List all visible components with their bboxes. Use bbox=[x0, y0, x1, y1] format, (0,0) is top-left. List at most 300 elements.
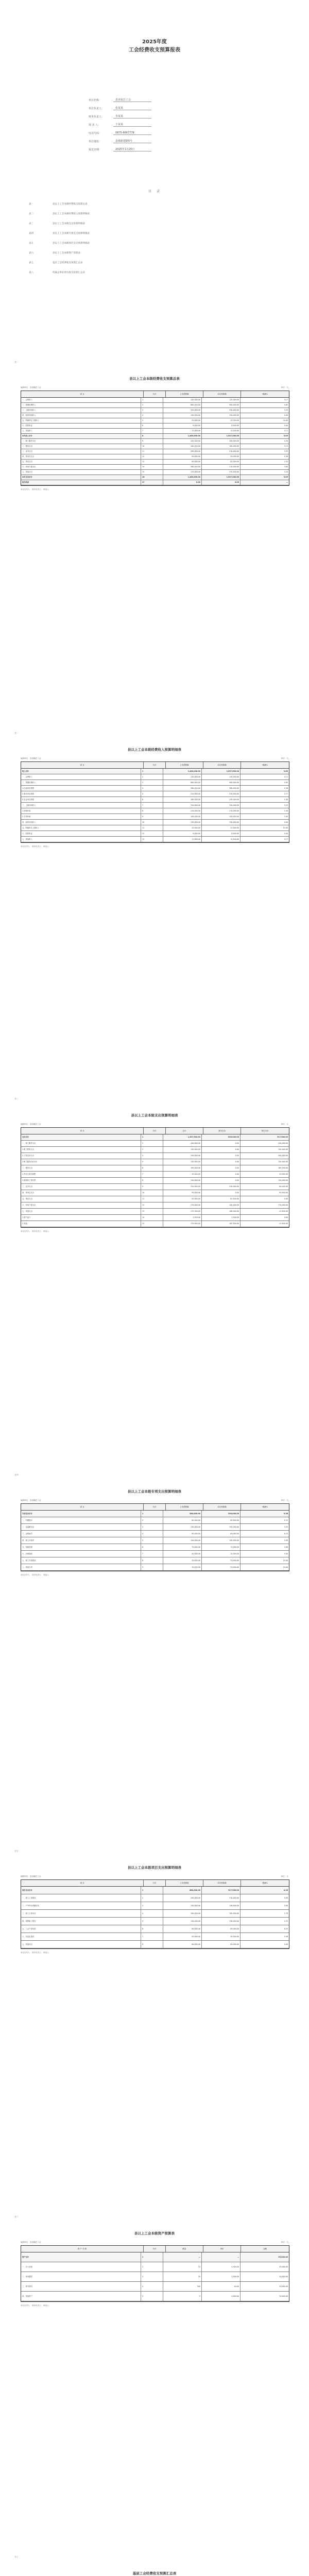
table-cell: 8 bbox=[141, 1178, 163, 1183]
table-row bbox=[21, 1894, 289, 1902]
column-header: 本年预算数 bbox=[203, 391, 241, 397]
table-row bbox=[21, 837, 289, 842]
table-cell: 五、附属单位上缴收入 bbox=[21, 825, 141, 831]
table-cell: 2 bbox=[141, 1141, 163, 1146]
toc-item-name: 所属企事业单位收支预算汇总表 bbox=[53, 272, 85, 274]
table-cell: 310,000.00 bbox=[163, 408, 202, 413]
column-header: 增减% bbox=[262, 764, 268, 766]
table-cell: 30,000.00 bbox=[163, 1557, 202, 1564]
table-cell: 175,500.00 bbox=[202, 470, 241, 474]
table-cell: 2 bbox=[141, 1517, 163, 1523]
table-cell: 15 bbox=[141, 1221, 163, 1227]
report-table bbox=[21, 1503, 289, 1571]
report-page-number: 表四 bbox=[14, 1473, 19, 1476]
org-label: 编制单位：县直属总工会 bbox=[21, 1123, 41, 1125]
table-cell: 六、投资收益 bbox=[21, 423, 141, 428]
column-header: 本年预算数 bbox=[203, 762, 241, 768]
table-row bbox=[21, 2292, 289, 2301]
report-meta bbox=[21, 1875, 288, 1878]
table-cell: 一、办公设备 bbox=[21, 2262, 141, 2272]
report-page-number: 表二 bbox=[14, 732, 19, 734]
table-row bbox=[21, 1190, 289, 1196]
table-cell: 310,000.00 bbox=[202, 449, 241, 454]
table-cell: 45,000.00 bbox=[279, 2266, 288, 2268]
table-row bbox=[21, 814, 289, 820]
table-cell: 5.56 bbox=[284, 1936, 288, 1938]
table-cell: 3 bbox=[141, 1902, 163, 1909]
info-row bbox=[89, 118, 222, 127]
signature-note: 单位负责人： 财务负责人： 制表人： bbox=[21, 1230, 51, 1232]
info-row bbox=[89, 127, 222, 135]
table-cell: 900,000.00 bbox=[202, 403, 241, 408]
table-cell: 0.00 bbox=[284, 1216, 288, 1218]
table-row bbox=[21, 1184, 289, 1190]
table-cell: 80,000.00 bbox=[163, 1531, 202, 1537]
table-cell: 11 bbox=[141, 1196, 163, 1202]
table-cell: 120,000.00 bbox=[163, 1178, 202, 1183]
table-row bbox=[21, 1531, 289, 1537]
table-row bbox=[21, 1941, 289, 1948]
table-cell: 2.困难职工帮扶费 bbox=[21, 1178, 141, 1183]
table-cell: 45,000.00 bbox=[279, 1173, 288, 1175]
table-cell: 295,000.00 bbox=[202, 797, 241, 802]
table-cell: 1.行政单位拨缴 bbox=[21, 786, 141, 791]
table-cell: 4 bbox=[141, 1531, 163, 1537]
table-cell: 170,000.00 bbox=[278, 1204, 288, 1206]
toc-item-no: 表三 bbox=[29, 223, 33, 225]
table-cell: 6 bbox=[141, 797, 163, 802]
toc-item[interactable] bbox=[29, 222, 281, 232]
table-cell: 五、事业支出 bbox=[21, 1196, 141, 1202]
table-cell: 42,000.00 bbox=[202, 1551, 241, 1557]
table-cell: 20,000.00 bbox=[279, 2285, 288, 2287]
table-cell: 917,500.00 bbox=[202, 1887, 241, 1894]
table-row bbox=[21, 2272, 289, 2282]
table-cell: 5 bbox=[141, 791, 163, 796]
table-cell: 160,000.00 bbox=[163, 444, 202, 449]
table-cell: 专项支出合计 bbox=[21, 1511, 141, 1517]
table-cell: 四、职工疗休养 bbox=[21, 1537, 141, 1544]
table-row bbox=[21, 808, 289, 814]
toc-item[interactable] bbox=[29, 242, 281, 251]
table-cell: -12,500.00 bbox=[279, 1223, 288, 1225]
table-cell: 3.89 bbox=[241, 475, 289, 480]
table-cell: 2.78 bbox=[284, 1912, 288, 1914]
table-cell: — bbox=[241, 480, 289, 485]
table-row bbox=[21, 1196, 289, 1202]
table-cell: 4.17 bbox=[284, 399, 288, 401]
table-cell: 11 bbox=[141, 825, 163, 831]
table-cell: 120,000.00 bbox=[278, 1179, 288, 1181]
table-row bbox=[21, 1165, 289, 1172]
table-cell: 105,000.00 bbox=[202, 1537, 241, 1544]
table-cell: 二、拨缴经费收入 bbox=[21, 403, 141, 408]
table-cell: 10.00 bbox=[283, 827, 288, 829]
table-cell: 七、其他支出 bbox=[21, 1209, 141, 1214]
toc-item-name: 县以上工会本级资产预算表 bbox=[53, 252, 80, 255]
table-header-row bbox=[21, 1504, 289, 1511]
table-cell: 0.00 bbox=[284, 425, 288, 427]
table-cell: 15 bbox=[141, 470, 163, 474]
table-cell: 90,000.00 bbox=[163, 1933, 202, 1940]
cover-info-block bbox=[89, 94, 222, 151]
table-cell: 3 bbox=[141, 780, 163, 785]
report-year: 2025年度 bbox=[142, 39, 167, 45]
table-cell: 8,000.00 bbox=[163, 831, 202, 836]
table-cell: 70,000.00 bbox=[163, 1544, 202, 1550]
table-cell: 5.00 bbox=[284, 1553, 288, 1555]
table-cell: 8.33 bbox=[284, 1519, 288, 1521]
table-cell: 10.00 bbox=[283, 1560, 288, 1562]
table-cell: 95,000.00 bbox=[163, 1190, 202, 1196]
table-row bbox=[21, 1178, 289, 1184]
column-header: 项 目 bbox=[21, 1504, 144, 1510]
table-row bbox=[21, 1887, 289, 1894]
table-row bbox=[21, 2282, 289, 2292]
table-cell: 七、职工书屋建设 bbox=[21, 1557, 141, 1564]
table-cell: 270,000.00 bbox=[163, 1202, 202, 1208]
table-cell: 七、其他收入 bbox=[21, 429, 141, 433]
info-label: 财务负责人： bbox=[89, 115, 105, 118]
table-cell: 320,000.00 bbox=[202, 408, 241, 413]
table-cell: 5 bbox=[141, 1918, 163, 1925]
table-cell: 2.专项补助 bbox=[21, 814, 141, 819]
table-cell: 22,000.00 bbox=[202, 825, 241, 831]
org-label: 编制单位：县直属总工会 bbox=[21, 386, 41, 388]
column-header: 行次 bbox=[144, 1880, 165, 1886]
table-cell: 3.23 bbox=[284, 409, 288, 411]
units-label: 单位：元 bbox=[281, 2241, 288, 2243]
toc-item[interactable] bbox=[29, 212, 281, 222]
table-cell: 260,000.00 bbox=[163, 465, 202, 469]
table-cell: 二、维权支出 bbox=[21, 1165, 141, 1171]
table-cell: 1.资产盘亏 bbox=[21, 1215, 141, 1221]
table-cell: 七、其他支出 bbox=[21, 470, 141, 474]
toc-item-no: 表八 bbox=[29, 272, 33, 274]
table-row bbox=[21, 803, 289, 808]
table-cell: 3.职工服务活动支出 bbox=[21, 1159, 141, 1165]
info-row bbox=[89, 102, 222, 110]
column-header: 上年预算数 bbox=[166, 1880, 203, 1886]
table-cell: 3.85 bbox=[284, 466, 288, 468]
table-row bbox=[21, 1215, 289, 1221]
table-cell: 资产合计 bbox=[21, 2252, 141, 2262]
report-main-title: 工会经费收支预算报表 bbox=[129, 47, 180, 53]
table-cell: 二、维权支出 bbox=[21, 444, 141, 449]
table-cell: 225,000.00 bbox=[202, 791, 241, 796]
table-cell: 150,000.00 bbox=[163, 1524, 202, 1530]
table-cell: 5 bbox=[163, 2292, 202, 2301]
table-cell: 1,537,500.00 bbox=[202, 475, 241, 480]
column-header: 行次 bbox=[144, 762, 165, 768]
table-row bbox=[21, 1153, 289, 1159]
table-cell: 0.00 bbox=[284, 1198, 288, 1200]
table-cell: 3.89 bbox=[241, 769, 289, 774]
org-label: 编制单位：县直属总工会 bbox=[21, 1499, 41, 1501]
table-cell: 3.13 bbox=[284, 445, 288, 447]
table-cell: 1,537,500.00 bbox=[202, 769, 241, 774]
table-cell: 三、上级补助收入 bbox=[21, 803, 141, 808]
info-value: 李某某 bbox=[113, 114, 151, 118]
table-cell: 8,000.00 bbox=[202, 831, 241, 836]
table-cell: 150,000.00 bbox=[202, 820, 241, 825]
info-value: 0875-6667778 bbox=[113, 131, 151, 135]
toc-item-name: 基层工会经费收支预算汇总表 bbox=[53, 262, 83, 264]
column-header: 合计 bbox=[166, 1128, 203, 1134]
table-row bbox=[21, 460, 289, 465]
table-cell: 七、其他收入 bbox=[21, 837, 141, 842]
table-cell: 270,000.00 bbox=[202, 465, 241, 469]
table-cell: 180,000.00 bbox=[163, 1910, 202, 1917]
table-cell: 200,000.00 bbox=[163, 1894, 202, 1902]
table-cell: 五、事业支出 bbox=[21, 460, 141, 464]
table-cell: 2 bbox=[141, 1894, 163, 1902]
info-label: 单位地址： bbox=[89, 140, 102, 143]
table-cell: 二、送温暖活动 bbox=[21, 1524, 141, 1530]
units-label: 单位：元 bbox=[281, 1499, 288, 1501]
table-cell: 5.36 bbox=[241, 1511, 289, 1517]
table-cell: 2 bbox=[141, 2262, 163, 2272]
table-row bbox=[21, 825, 289, 831]
column-header: 上年预算数 bbox=[166, 762, 203, 768]
toc-item[interactable] bbox=[29, 202, 281, 212]
table-cell: 7 bbox=[141, 803, 163, 808]
table-cell: 380,000.00 bbox=[202, 786, 241, 791]
table-cell: 82,000.00 bbox=[202, 460, 241, 464]
table-cell: 本年支出合计 bbox=[21, 475, 141, 480]
report-table bbox=[21, 761, 289, 843]
table-cell: 40,000.00 bbox=[163, 1551, 202, 1557]
table-cell: 82,000.00 bbox=[163, 1196, 202, 1202]
table-row bbox=[21, 398, 289, 403]
toc-item[interactable] bbox=[29, 251, 281, 261]
toc-list bbox=[29, 202, 281, 281]
table-cell: 四、政府补助收入 bbox=[21, 413, 141, 418]
table-row bbox=[21, 786, 289, 791]
table-cell: 440,000.00 bbox=[278, 1142, 288, 1144]
table-cell: 3.24 bbox=[284, 471, 288, 473]
table-row bbox=[21, 791, 289, 797]
table-cell: 30,000.00 bbox=[163, 1564, 202, 1570]
table-cell: 3.33 bbox=[284, 450, 288, 452]
column-header: 项 目 bbox=[21, 762, 144, 768]
table-row bbox=[21, 1511, 289, 1517]
table-cell: 五、附属单位上缴收入 bbox=[21, 418, 141, 423]
table-cell: 860,000.00 bbox=[163, 780, 202, 785]
toc-item[interactable] bbox=[29, 261, 281, 271]
info-value: 县直属总工会 bbox=[113, 98, 151, 102]
table-cell: 200,000.00 bbox=[163, 1153, 202, 1159]
table-cell: 150,000.00 bbox=[163, 1918, 202, 1925]
table-cell: 12 bbox=[141, 454, 163, 459]
table-cell: 880,000.00 bbox=[163, 1887, 202, 1894]
report-title: 县以上工会本级项目支出预算明细表 bbox=[128, 1866, 181, 1870]
report-page-number: 表七 bbox=[14, 2555, 19, 2558]
table-cell: 95,000.00 bbox=[279, 1192, 288, 1194]
toc-item[interactable] bbox=[29, 271, 281, 281]
table-cell: 4 bbox=[141, 413, 163, 418]
toc-item[interactable] bbox=[29, 232, 281, 242]
table-cell: 2,000.00 bbox=[202, 2292, 241, 2301]
table-cell: 85,000.00 bbox=[202, 1925, 241, 1933]
table-row bbox=[21, 820, 289, 825]
table-cell: 二、户外劳动者服务站 bbox=[21, 1902, 141, 1909]
table-cell: 六、补助下级支出 bbox=[21, 465, 141, 469]
table-cell: 0.00 bbox=[202, 1141, 241, 1146]
signature-note: 单位负责人： 财务负责人： 制表人： bbox=[21, 488, 51, 490]
table-cell: 33,000.00 bbox=[202, 1564, 241, 1570]
table-cell: 4 bbox=[141, 786, 163, 791]
table-row bbox=[21, 1918, 289, 1925]
table-cell: 14 bbox=[141, 1215, 163, 1221]
column-header: 增减% bbox=[262, 1882, 268, 1884]
report-page-number: 表三 bbox=[14, 1097, 19, 1100]
table-cell: 2.其他 bbox=[21, 1221, 141, 1227]
table-cell: 2.86 bbox=[284, 1546, 288, 1548]
column-header: 行次 bbox=[144, 2246, 165, 2252]
table-row bbox=[21, 2262, 289, 2272]
report-meta bbox=[21, 1499, 288, 1502]
table-header-row bbox=[21, 1128, 289, 1134]
report-page-number: 表一 bbox=[14, 361, 19, 363]
table-cell: 12,500.00 bbox=[202, 837, 241, 842]
table-row bbox=[21, 1537, 289, 1544]
toc-item-name: 县以上工会本级经费收入预算明细表 bbox=[53, 213, 90, 215]
table-cell: 三、业务支出 bbox=[21, 449, 141, 454]
toc-item-no: 表四 bbox=[29, 232, 33, 235]
table-row bbox=[21, 1933, 289, 1941]
table-cell: 22,000.00 bbox=[202, 418, 241, 423]
table-header-row bbox=[21, 1880, 289, 1887]
table-cell: 三、图书资料 bbox=[21, 2282, 141, 2291]
column-header: 行次 bbox=[144, 391, 165, 397]
table-cell: 0.00 bbox=[202, 1172, 241, 1177]
table-cell: 10 bbox=[163, 2262, 202, 2272]
table-cell: 10 bbox=[141, 444, 163, 449]
table-cell: 40.00 bbox=[202, 2282, 241, 2291]
table-cell: 13 bbox=[141, 837, 163, 842]
table-cell: 8 bbox=[141, 808, 163, 814]
table-cell: 20,000.00 bbox=[163, 825, 202, 831]
table-cell: 4,500.00 bbox=[202, 2262, 241, 2272]
report-title: 县以上工会本级专项支出预算明细表 bbox=[128, 1489, 181, 1494]
signature-note: 单位负责人： 财务负责人： 制表人： bbox=[21, 2304, 51, 2307]
table-cell: 120,000.00 bbox=[278, 1148, 288, 1150]
table-cell: 9 bbox=[141, 814, 163, 819]
table-cell: 1.劳动关系协调费 bbox=[21, 1172, 141, 1177]
report-table bbox=[21, 391, 289, 486]
table-cell: 60,000.00 bbox=[163, 1517, 202, 1523]
column-header: 本年预算数 bbox=[203, 1504, 241, 1510]
table-cell: 一、职工服务支出 bbox=[21, 439, 141, 444]
table-cell: 100,000.00 bbox=[163, 1537, 202, 1544]
table-cell: 0.00 bbox=[202, 1159, 241, 1165]
info-label: 单位名称： bbox=[89, 99, 102, 102]
table-cell: 120,000.00 bbox=[163, 1159, 202, 1165]
table-cell: 6 bbox=[141, 1925, 163, 1933]
table-cell: 210,000.00 bbox=[202, 1894, 241, 1902]
table-cell: 80,000.00 bbox=[163, 460, 202, 464]
table-cell: 0.00 bbox=[202, 1153, 241, 1159]
table-cell: 900,000.00 bbox=[202, 780, 241, 785]
table-cell: 2.事业单位拨缴 bbox=[21, 791, 141, 796]
table-row bbox=[21, 1141, 289, 1147]
table-cell: 11 bbox=[141, 449, 163, 454]
table-row bbox=[21, 1910, 289, 1918]
table-cell: 7 bbox=[141, 1933, 163, 1940]
column-header: 项目支出 bbox=[261, 1130, 269, 1132]
table-cell: 四、政府补助收入 bbox=[21, 820, 141, 825]
table-of-contents bbox=[29, 189, 281, 281]
column-header: 金额 bbox=[263, 2248, 267, 2250]
table-cell: 六、投资收益 bbox=[21, 831, 141, 836]
table-cell: 6 bbox=[141, 423, 163, 428]
table-cell: 125,000.00 bbox=[202, 398, 241, 402]
table-cell: 95,000.00 bbox=[202, 1933, 241, 1940]
table-row bbox=[21, 1221, 289, 1227]
table-row bbox=[21, 1147, 289, 1153]
table-cell: 20 bbox=[163, 2272, 202, 2281]
table-cell: 三、金秋助学 bbox=[21, 1531, 141, 1537]
table-cell: 420,000.00 bbox=[163, 439, 202, 444]
report-page-number: 表六 bbox=[14, 2215, 19, 2218]
table-cell: 1,480,000.00 bbox=[163, 434, 202, 438]
table-row bbox=[21, 454, 289, 460]
org-label: 编制单位：县直属总工会 bbox=[21, 2241, 41, 2243]
table-cell: 60,000.00 bbox=[163, 1941, 202, 1948]
units-label: 单位：元 bbox=[281, 1875, 288, 1877]
table-cell: 175,500.00 bbox=[163, 1209, 202, 1214]
column-header: 行次 bbox=[144, 1128, 165, 1134]
toc-item-no: 表二 bbox=[29, 213, 33, 215]
table-cell: 7 bbox=[141, 1172, 163, 1177]
table-row bbox=[21, 797, 289, 803]
table-cell: 1,000.00 bbox=[202, 2272, 241, 2281]
units-label: 单位：元 bbox=[281, 757, 288, 759]
table-row bbox=[21, 444, 289, 449]
info-value: 2025年1月20日 bbox=[113, 147, 151, 151]
table-cell: 6 bbox=[141, 1544, 163, 1550]
table-row bbox=[21, 449, 289, 454]
table-cell: 4.17 bbox=[284, 430, 288, 432]
table-cell: 支出合计 bbox=[21, 1134, 141, 1140]
table-cell: 60,000.00 bbox=[279, 1185, 288, 1188]
table-cell: 150,000.00 bbox=[163, 413, 202, 418]
table-row bbox=[21, 403, 289, 408]
info-row bbox=[89, 135, 222, 143]
table-cell: 1 bbox=[141, 1887, 163, 1894]
table-cell: 4.17 bbox=[284, 776, 288, 778]
table-cell: 六、法律援助 bbox=[21, 1551, 141, 1557]
table-cell: 14 bbox=[141, 465, 163, 469]
table-row bbox=[21, 2252, 289, 2262]
column-header: 上年预算数 bbox=[166, 1504, 203, 1510]
table-cell: 12,500.00 bbox=[202, 429, 241, 433]
table-cell: 95,000.00 bbox=[241, 2252, 289, 2262]
report-table bbox=[21, 2245, 289, 2302]
table-cell: 收入合计 bbox=[21, 769, 141, 774]
column-header: 增减% bbox=[262, 393, 268, 395]
table-cell: 一、职工服务支出 bbox=[21, 1141, 141, 1146]
table-cell: 9 bbox=[141, 1184, 163, 1190]
table-cell: 20,000.00 bbox=[279, 2276, 288, 2278]
report-title: 县以上工会本级经费收支预算总表 bbox=[129, 377, 180, 381]
table-cell: 八、其他专项 bbox=[21, 1564, 141, 1570]
table-cell: 12,000.00 bbox=[163, 837, 202, 842]
table-cell: 10,000.00 bbox=[279, 2295, 288, 2297]
toc-title: 目 录 bbox=[148, 190, 162, 193]
report-meta bbox=[21, 2241, 288, 2244]
